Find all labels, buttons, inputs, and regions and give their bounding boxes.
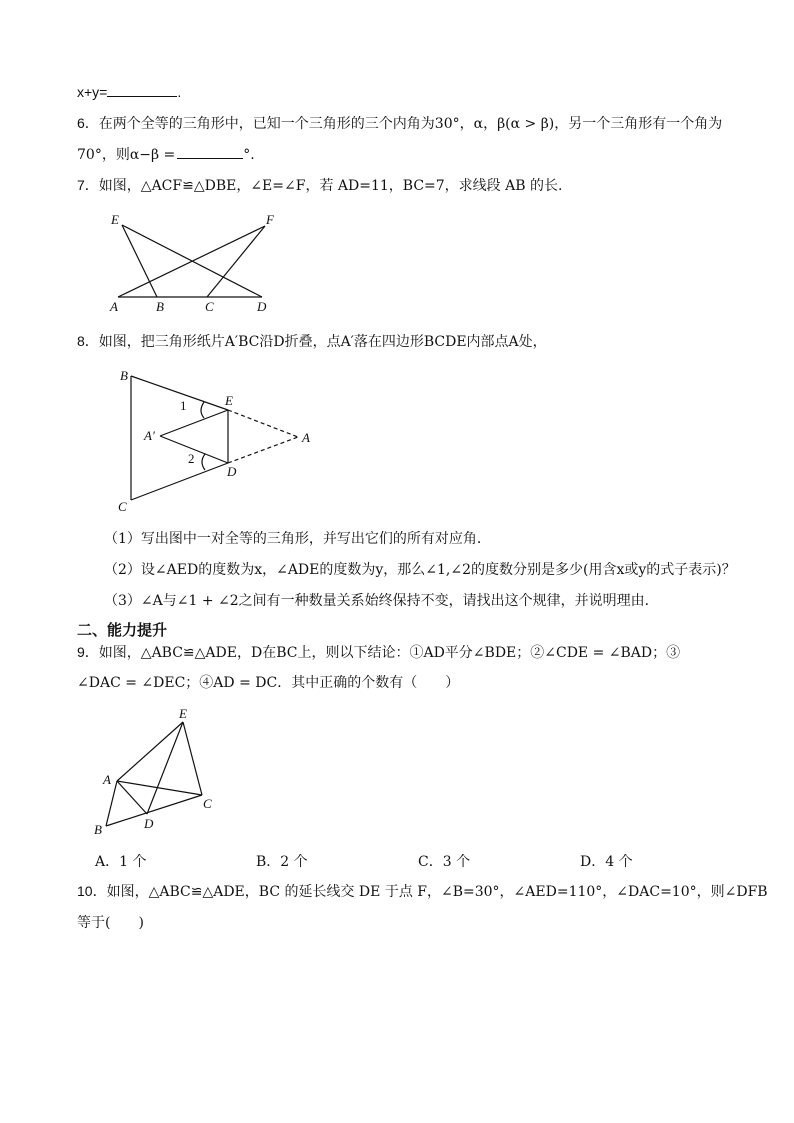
q6-text-line2-suffix: °. [243, 147, 255, 163]
q9-label-C: C [203, 796, 212, 811]
q5-prefix: x+y= [77, 84, 108, 100]
q8-number: 8． [77, 333, 99, 349]
q7-label-E: E [111, 212, 119, 227]
q6-text-line2-prefix: 70°，则α−β = [77, 147, 176, 163]
q6-number: 6． [77, 115, 99, 131]
q9-option-C[interactable]: C．3 个 [418, 854, 471, 870]
q8-label-angle1: 1 [180, 398, 187, 413]
q9-label-A: A [103, 772, 111, 787]
q8-label-A-prime: A′ [144, 428, 155, 443]
q5-suffix: . [177, 84, 182, 100]
q7-number: 7． [77, 177, 99, 193]
q8-label-B: B [120, 368, 128, 383]
q8-label-D: D [227, 464, 237, 479]
q9-option-A[interactable]: A．1 个 [95, 854, 147, 870]
q9-segment-AD [117, 781, 147, 814]
q9-label-D: D [144, 816, 154, 831]
q7-label-B: B [156, 299, 164, 314]
q8-label-angle2: 2 [188, 451, 195, 466]
q9-segment-ED [147, 722, 183, 814]
q6-text-line1: 在两个全等的三角形中，已知一个三角形的三个内角为30°，α，β(α > β)，另一个三角形有一个角为 [98, 116, 723, 132]
q9-segment-BC [106, 795, 202, 826]
q9-segment-AE [117, 722, 183, 781]
q7-label-F: F [266, 212, 274, 227]
section-title-ability: 二、能力提升 [77, 621, 168, 639]
q7-label-A: A [110, 299, 118, 314]
q8-label-E: E [225, 393, 233, 408]
q9-option-D[interactable]: D．4 个 [580, 854, 633, 870]
q9-segment-EC [183, 722, 202, 795]
q7-label-C: C [205, 299, 214, 314]
q8-subquestion-3: （3）∠A与∠1 + ∠2之间有一种数量关系始终保持不变，请找出这个规律，并说明理由． [104, 593, 659, 609]
q10-text-line1: 如图，△ABC≌△ADE，BC 的延长线交 DE 于点 F，∠B=30°，∠AED=110°，∠DAC=10°，则∠DFB [106, 884, 768, 900]
q9-label-B: B [94, 822, 102, 837]
q9-segment-AB [106, 781, 117, 826]
q9-number: 9． [77, 644, 99, 660]
q9-text-line1: 如图，△ABC≌△ADE，D在BC上，则以下结论：①AD平分∠BDE；②∠CDE = ∠BAD；③ [98, 645, 681, 661]
q8-subquestion-1: （1）写出图中一对全等的三角形，并写出它们的所有对应角． [104, 531, 491, 547]
q10-line1 [77, 881, 768, 902]
q10-number: 10． [77, 883, 107, 899]
q9-line2: ∠DAC = ∠DEC；④AD = DC．其中正确的个数有（ ） [77, 675, 460, 691]
q7-label-D: D [257, 299, 267, 314]
q7-text: 如图，△ACF≌△DBE，∠E=∠F，若 AD=11，BC=7，求线段 AB 的长. [98, 178, 563, 194]
q9-option-B[interactable]: B．2 个 [256, 854, 308, 870]
q8-label-A: A [302, 430, 310, 445]
q9-label-E: E [179, 706, 187, 721]
q8-text: 如图，把三角形纸片A′BC沿D折叠，点A′落在四边形BCDE内部点A处， [98, 334, 547, 350]
q8-label-C: C [118, 499, 127, 514]
q10-line2: 等于( ) [77, 915, 144, 931]
q8-subquestion-2: （2）设∠AED的度数为x，∠ADE的度数为y，那么∠1,∠2的度数分别是多少(用含x或y的式子表示)？ [104, 562, 736, 578]
